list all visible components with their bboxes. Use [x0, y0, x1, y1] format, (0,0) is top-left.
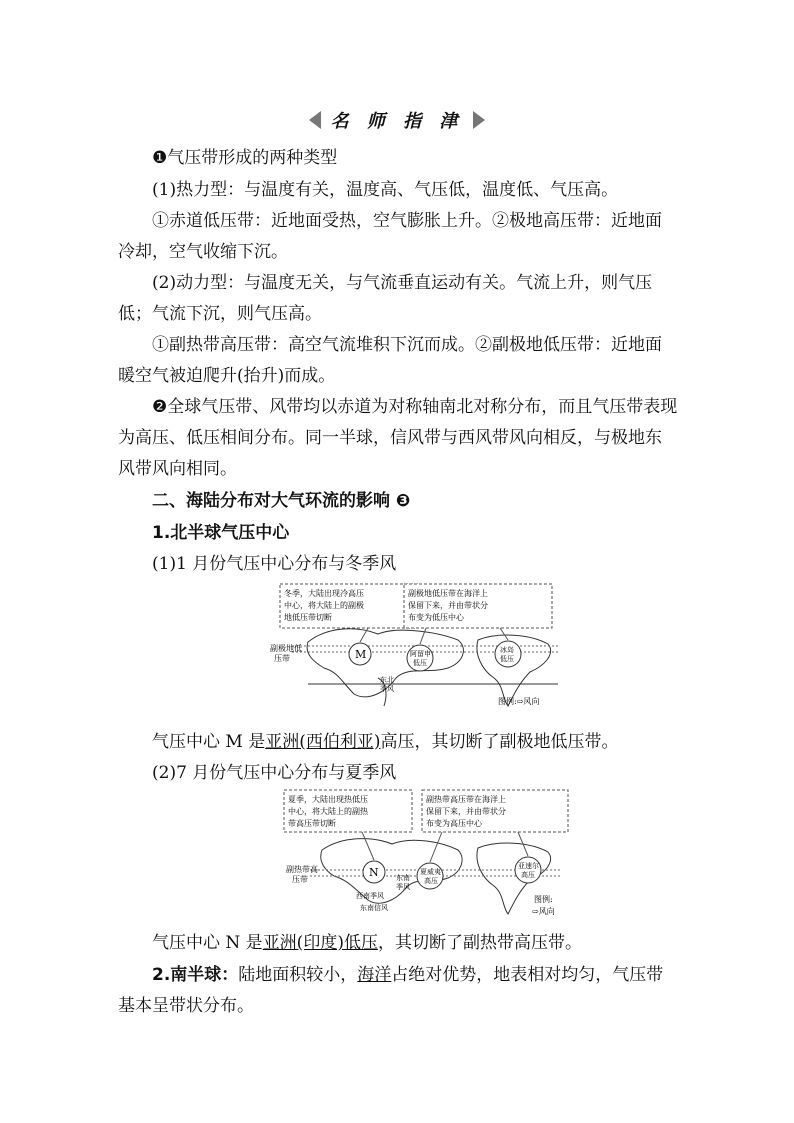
- july-pressure-map: [282, 788, 572, 922]
- jul-callout-left-line2: 中心，将大陆上的副热: [288, 807, 368, 816]
- jan-callout-right-line2: 保留下来，并由带状分: [408, 601, 488, 610]
- jul-belt-label-line1: 副热带高: [286, 865, 318, 874]
- tips-banner: [0, 106, 794, 134]
- jan-iceland-line2: 低压: [500, 655, 514, 663]
- sec1-heading-text: 气压带形成的两种类型: [167, 148, 338, 168]
- thermal-detail: ①赤道低压带：近地面受热，空气膨胀上升。②极地高压带：近地面冷却，空气收缩下沉。: [118, 211, 662, 262]
- jul-wind-se-line2: 季风: [396, 883, 410, 891]
- jan-callout-right-pointer-1: [420, 628, 426, 644]
- jul-azores-line1: 亚速尔: [518, 862, 539, 870]
- sec2-paragraph: [118, 392, 678, 485]
- section-title: [118, 486, 678, 517]
- jan-legend: 图例:⇨风向: [498, 697, 540, 706]
- jan-center-iceland: [495, 641, 521, 667]
- jul-callout-right-pointer-1: [430, 832, 442, 862]
- sh-text-post: 占绝对优势，地表相对均匀，气压带基本呈带状分布。: [118, 965, 664, 1016]
- jul-hawaii-line2: 高压: [424, 877, 438, 885]
- jan-center-aleutian: [407, 645, 433, 671]
- jul-center-azores: [515, 857, 541, 883]
- jan-iceland-line1: 冰岛: [500, 646, 514, 654]
- jan-callout-left-line1: 冬季，大陆出现冷高压: [284, 589, 364, 598]
- thermal-type: (1)热力型：与温度有关，温度高、气压低，温度低、气压高。: [152, 180, 619, 200]
- n-sentence: [118, 928, 678, 959]
- jul-callout-left-line3: 带高压带切断: [288, 819, 336, 828]
- jul-callout-right-line1: 副热带高压带在海洋上: [426, 795, 506, 804]
- jan-belt-label-line1: 副极地低: [270, 644, 302, 653]
- note-mark-3: ❸: [395, 491, 411, 511]
- jul-title: (2)7 月份气压中心分布与夏季风: [152, 763, 397, 783]
- jan-wind-label-line1: 东北: [380, 676, 394, 684]
- jul-legend-line2: ⇨风向: [532, 907, 555, 916]
- n-sentence-post: ，其切断了副热带高压带。: [377, 933, 582, 953]
- jan-callout-left-line3: 地低压带切断: [284, 613, 332, 622]
- m-sentence-post: 高压，其切断了副极地低压带。: [380, 732, 619, 752]
- jul-hawaii-line1: 夏威夷: [420, 868, 441, 876]
- n-sentence-pre: 气压中心 N 是: [152, 933, 263, 953]
- jul-azores-line2: 高压: [521, 871, 535, 879]
- january-pressure-map: [268, 582, 568, 718]
- jan-callout-right-pointer-2: [500, 628, 508, 640]
- left-arrow-icon: [309, 111, 321, 129]
- jan-aleutian-line2: 低压: [413, 659, 427, 667]
- sh-text-pre: 陆地面积较小，: [238, 965, 358, 985]
- right-arrow-icon: [473, 111, 485, 129]
- jul-legend-line1: 图例:: [534, 895, 553, 904]
- sh-title: 2.南半球：: [152, 965, 239, 985]
- dynamic-detail: ①副热带高压带：高空气流堆积下沉而成。②副极地低压带：近地面暖空气被迫爬升(抬升)而成。: [118, 335, 662, 386]
- jan-callout-right-line1: 副极地低压带在海洋上: [408, 589, 488, 598]
- jul-belt-label-line2: 压带: [292, 875, 308, 884]
- note-mark-1: ❶: [152, 148, 168, 168]
- jul-center-hawaii: [417, 863, 443, 889]
- note-mark-2: ❷: [152, 397, 168, 417]
- section-title-text: 二、海陆分布对大气环流的影响: [152, 491, 390, 511]
- jan-aleutian-line1: 阿留申: [410, 650, 431, 658]
- jan-callout-left-line2: 中心，将大陆上的副极: [284, 601, 364, 610]
- sh-answer: 海洋: [357, 965, 392, 985]
- n-sentence-answer-1: 亚洲(印度): [262, 933, 344, 953]
- m-sentence-answer: 亚洲(西伯利亚): [265, 732, 381, 752]
- nh-title: 1.北半球气压中心: [152, 523, 290, 543]
- jul-callout-right-line2: 保留下来，并由带状分: [426, 807, 506, 816]
- jul-callout-right-line3: 布变为高压中心: [426, 819, 482, 828]
- jul-wind-se-line1: 东南: [396, 874, 410, 882]
- m-sentence: [118, 727, 678, 758]
- jul-callout-left-line1: 夏季，大陆出现热低压: [288, 795, 368, 804]
- m-sentence-pre: 气压中心 M 是: [152, 732, 266, 752]
- n-sentence-answer-2: 低压: [343, 933, 378, 953]
- sec2-text: 全球气压带、风带均以赤道为对称轴南北对称分布，而且气压带表现为高压、低压相间分布。同一半球，信风带与西风带风向相反，与极地东风带风向相同。: [118, 397, 678, 479]
- sec1-heading: [118, 143, 678, 174]
- banner-title: 名 师 指 津: [330, 111, 464, 132]
- jan-title: (1)1 月份气压中心分布与冬季风: [152, 554, 397, 574]
- dynamic-type: (2)动力型：与温度无关，与气流垂直运动有关。气流上升，则气压低；气流下沉，则气压高。: [118, 273, 653, 324]
- jul-wind-trade: 东南信风: [360, 904, 388, 912]
- jan-callout-right-line3: 布变为低压中心: [408, 613, 464, 622]
- jan-center-m-label: M: [355, 648, 367, 661]
- jan-wind-label-line2: 季风: [380, 685, 394, 693]
- jul-center-n-label: N: [369, 866, 379, 879]
- sh-paragraph: [118, 960, 678, 1022]
- jul-callout-left-pointer: [362, 832, 374, 860]
- jan-belt-label-line2: 压带: [274, 654, 290, 663]
- jul-wind-sw: 西南季风: [356, 892, 384, 900]
